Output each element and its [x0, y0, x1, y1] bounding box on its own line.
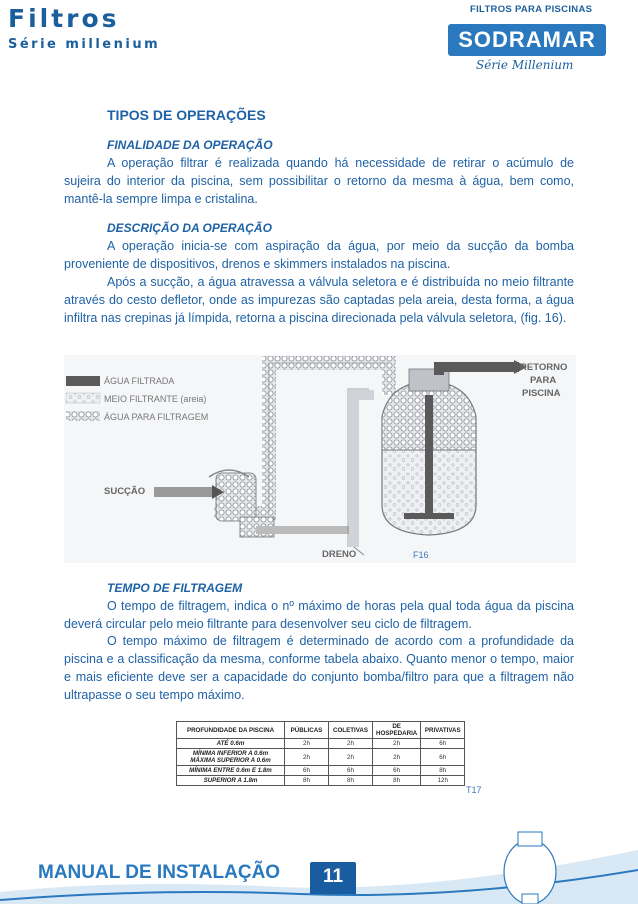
logo-tagline: FILTROS PARA PISCINAS	[470, 4, 593, 15]
descricao-p1: A operação inicia-se com aspiração da água, por meio da sucção da bomba proveniente de dispositivos, drenos e skimmers instalados na piscina.	[64, 239, 574, 271]
filter-diagram-drawing	[64, 355, 576, 563]
row-label: MÍNIMA ENTRE 0.6m E 1.8m	[177, 766, 285, 776]
descricao-p2: Após a sucção, a água atravessa a válvula seletora e é distribuída no meio filtrante através do cesto defletor, onde as impurezas são captadas pela areia, desta forma, a água infiltra nas crepinas já límpida, retorna a piscina direcionada pela válvula seletora, (fig. 16).	[64, 275, 574, 325]
cell: 8h	[421, 766, 465, 776]
logo-serie: Série Millenium	[476, 58, 574, 72]
page-number: 11	[322, 866, 344, 887]
cell: 8h	[329, 776, 373, 786]
tempo-p1: O tempo de filtragem, indica o nº máximo de horas pela qual toda água da piscina deverá circular pelo meio filtrante para desenvolver seu ciclo de filtragem.	[64, 599, 574, 631]
finalidade-text: A operação filtrar é realizada quando há necessidade de retirar o acúmulo de sujeira do interior da piscina, sem possibilitar o retorno da mesma à água, bem como, mantê-la sempre limpa e cristalina.	[64, 156, 574, 206]
legend-sand-swatch	[66, 393, 100, 403]
cell: 2h	[373, 739, 421, 749]
row-label: ATÉ 0.6m	[177, 739, 285, 749]
table-row	[177, 776, 465, 786]
header-subtitle: Série millenium	[8, 37, 161, 52]
legend-dirty-swatch	[66, 411, 100, 421]
descricao-title: DESCRIÇÃO DA OPERAÇÃO	[107, 221, 272, 235]
tempo-p2: O tempo máximo de filtragem é determinado de acordo com a profundidade da piscina e a classificação da mesma, conforme tabela abaixo. Quanto menor o tempo, maior e mais eficiente deve ser a capacidade do conjunto bomba/filtro para que a filtragem não ultrapasse o seu tempo máximo.	[64, 634, 574, 702]
retorno-line-2: PARA	[530, 375, 557, 386]
cell: 6h	[373, 766, 421, 776]
table-header: PROFUNDIDADE DA PISCINA	[177, 722, 285, 739]
table-tag: T17	[466, 785, 482, 795]
brand-logo	[440, 0, 638, 82]
legend-sand: MEIO FILTRANTE (areia)	[104, 394, 207, 404]
table-header: COLETIVAS	[329, 722, 373, 739]
retorno-line-3: PISCINA	[522, 388, 561, 399]
finalidade-title: FINALIDADE DA OPERAÇÃO	[107, 138, 273, 152]
succao-label: SUCÇÃO	[104, 486, 146, 497]
cell: 8h	[373, 776, 421, 786]
cell: 2h	[285, 749, 329, 766]
cell: 2h	[285, 739, 329, 749]
header-title: Filtros	[8, 4, 120, 33]
row-label-line: MÁXIMA SUPERIOR A 0.6m	[190, 757, 271, 764]
cell: 6h	[421, 749, 465, 766]
filtration-time-table	[176, 721, 465, 786]
retorno-line-1: RETORNO	[520, 362, 568, 373]
cell: 12h	[421, 776, 465, 786]
tempo-title: TEMPO DE FILTRAGEM	[107, 581, 243, 595]
legend-dirty: ÁGUA PARA FILTRAGEM	[104, 412, 209, 422]
table-header: PRIVATIVAS	[421, 722, 465, 739]
legend-filtered-swatch	[66, 376, 100, 386]
filter-diagram	[64, 355, 576, 563]
dreno-label: DRENO	[322, 549, 357, 560]
row-label-line: MÍNIMA INFERIOR A 0.6m	[192, 750, 269, 757]
cell: 2h	[329, 739, 373, 749]
logo-name: SODRAMAR	[458, 27, 596, 52]
table-header-row	[177, 722, 465, 739]
cell: 2h	[329, 749, 373, 766]
cell: 6h	[285, 766, 329, 776]
row-label	[177, 749, 285, 766]
figure-tag: F16	[413, 550, 429, 560]
manual-title: MANUAL DE INSTALAÇÃO	[38, 862, 281, 883]
table-header: DE HOSPEDARIA	[373, 722, 421, 739]
cell: 8h	[285, 776, 329, 786]
cell: 6h	[421, 739, 465, 749]
cell: 2h	[373, 749, 421, 766]
row-label: SUPERIOR A 1.8m	[177, 776, 285, 786]
table-row	[177, 739, 465, 749]
section-title: TIPOS DE OPERAÇÕES	[107, 107, 266, 123]
table-row	[177, 766, 465, 776]
table-row	[177, 749, 465, 766]
cell: 6h	[329, 766, 373, 776]
table-header: PÚBLICAS	[285, 722, 329, 739]
legend-filtered: ÁGUA FILTRADA	[104, 376, 175, 386]
